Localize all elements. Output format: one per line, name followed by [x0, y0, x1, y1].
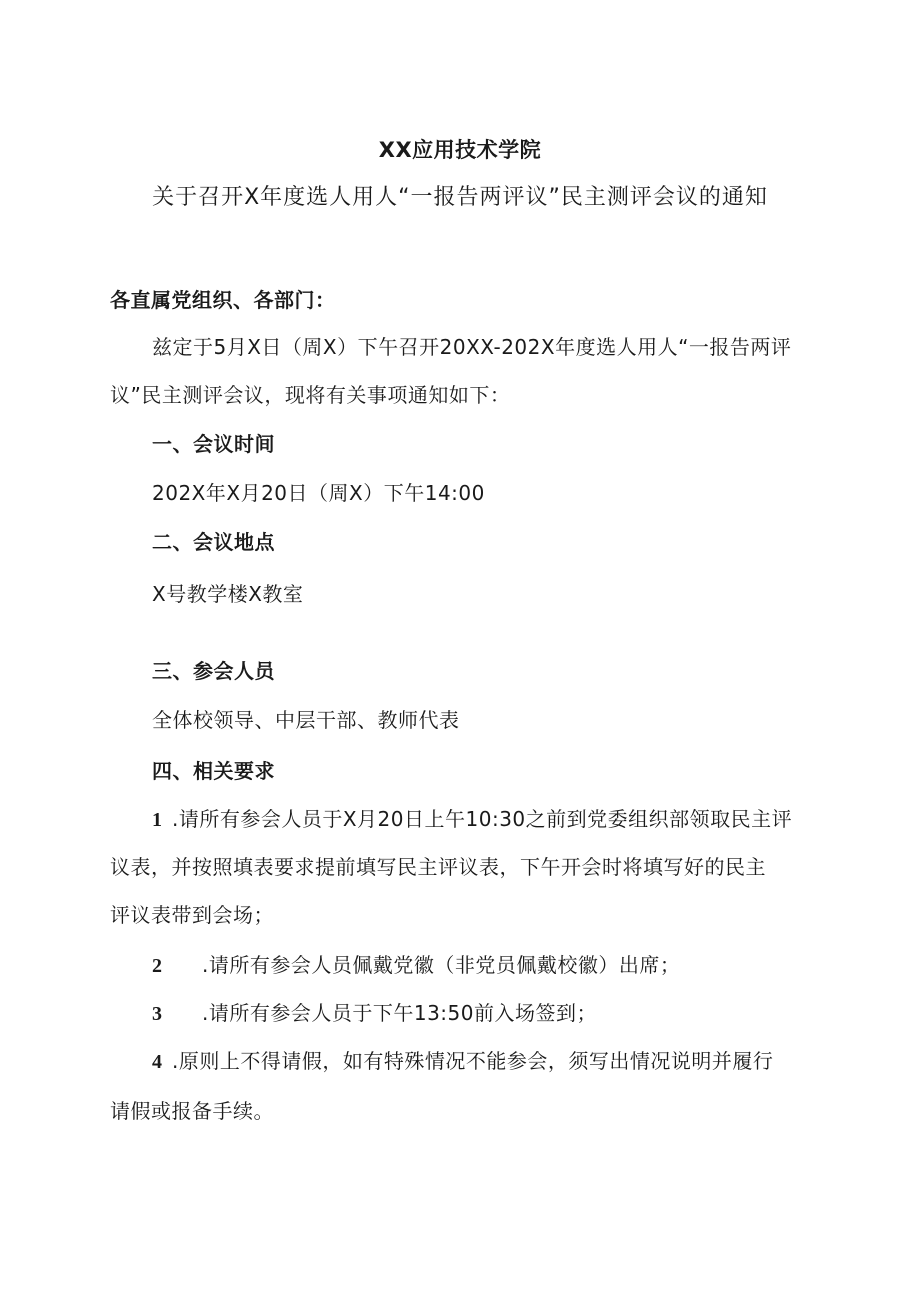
requirement-item-2-text: .请所有参会人员佩戴党徽（非党员佩戴校徽）出席； [202, 953, 681, 977]
requirement-item-1-number: 1 [152, 809, 163, 831]
section-attendees-heading: 三、参会人员 [152, 659, 275, 683]
notice-title: 关于召开X年度选人用人“一报告两评议”民主测评会议的通知 [152, 185, 768, 210]
section-place-heading: 二、会议地点 [152, 530, 275, 554]
requirement-item-1-line-2: 议表，并按照填表要求提前填写民主评议表，下午开会时将填写好的民主 [110, 855, 766, 879]
requirement-item-1-line-3: 评议表带到会场； [110, 903, 274, 927]
section-time-heading: 一、会议时间 [152, 432, 275, 456]
requirement-item-2-number: 2 [152, 955, 163, 977]
requirement-item-1-text: .请所有参会人员于X月20日上午10:30之前到党委组织部领取民主评 [172, 807, 793, 831]
requirement-item-4-line-2: 请假或报备手续。 [110, 1099, 274, 1123]
salutation: 各直属党组织、各部门： [110, 288, 336, 312]
requirement-item-2 [152, 951, 680, 980]
requirement-item-4-line-1 [152, 1047, 773, 1076]
requirement-item-1-line-1 [152, 805, 792, 834]
requirement-item-3 [152, 999, 597, 1028]
requirement-item-4-number: 4 [152, 1051, 163, 1073]
section-requirements-heading: 四、相关要求 [152, 759, 275, 783]
section-place-value: X号教学楼X教室 [152, 582, 304, 606]
intro-line-2: 议”民主测评会议，现将有关事项通知如下： [110, 383, 511, 407]
school-name: XX应用技术学院 [378, 138, 542, 162]
section-time-value: 202X年X月20日（周X）下午14:00 [152, 481, 485, 505]
requirement-item-3-number: 3 [152, 1003, 163, 1025]
intro-line-1: 兹定于5月X日（周X）下午召开20XX-202X年度选人用人“一报告两评 [152, 335, 792, 359]
requirement-item-4-text: .原则上不得请假，如有特殊情况不能参会，须写出情况说明并履行 [172, 1049, 774, 1073]
section-attendees-value: 全体校领导、中层干部、教师代表 [152, 708, 460, 732]
requirement-item-3-text: .请所有参会人员于下午13:50前入场签到； [202, 1001, 597, 1025]
